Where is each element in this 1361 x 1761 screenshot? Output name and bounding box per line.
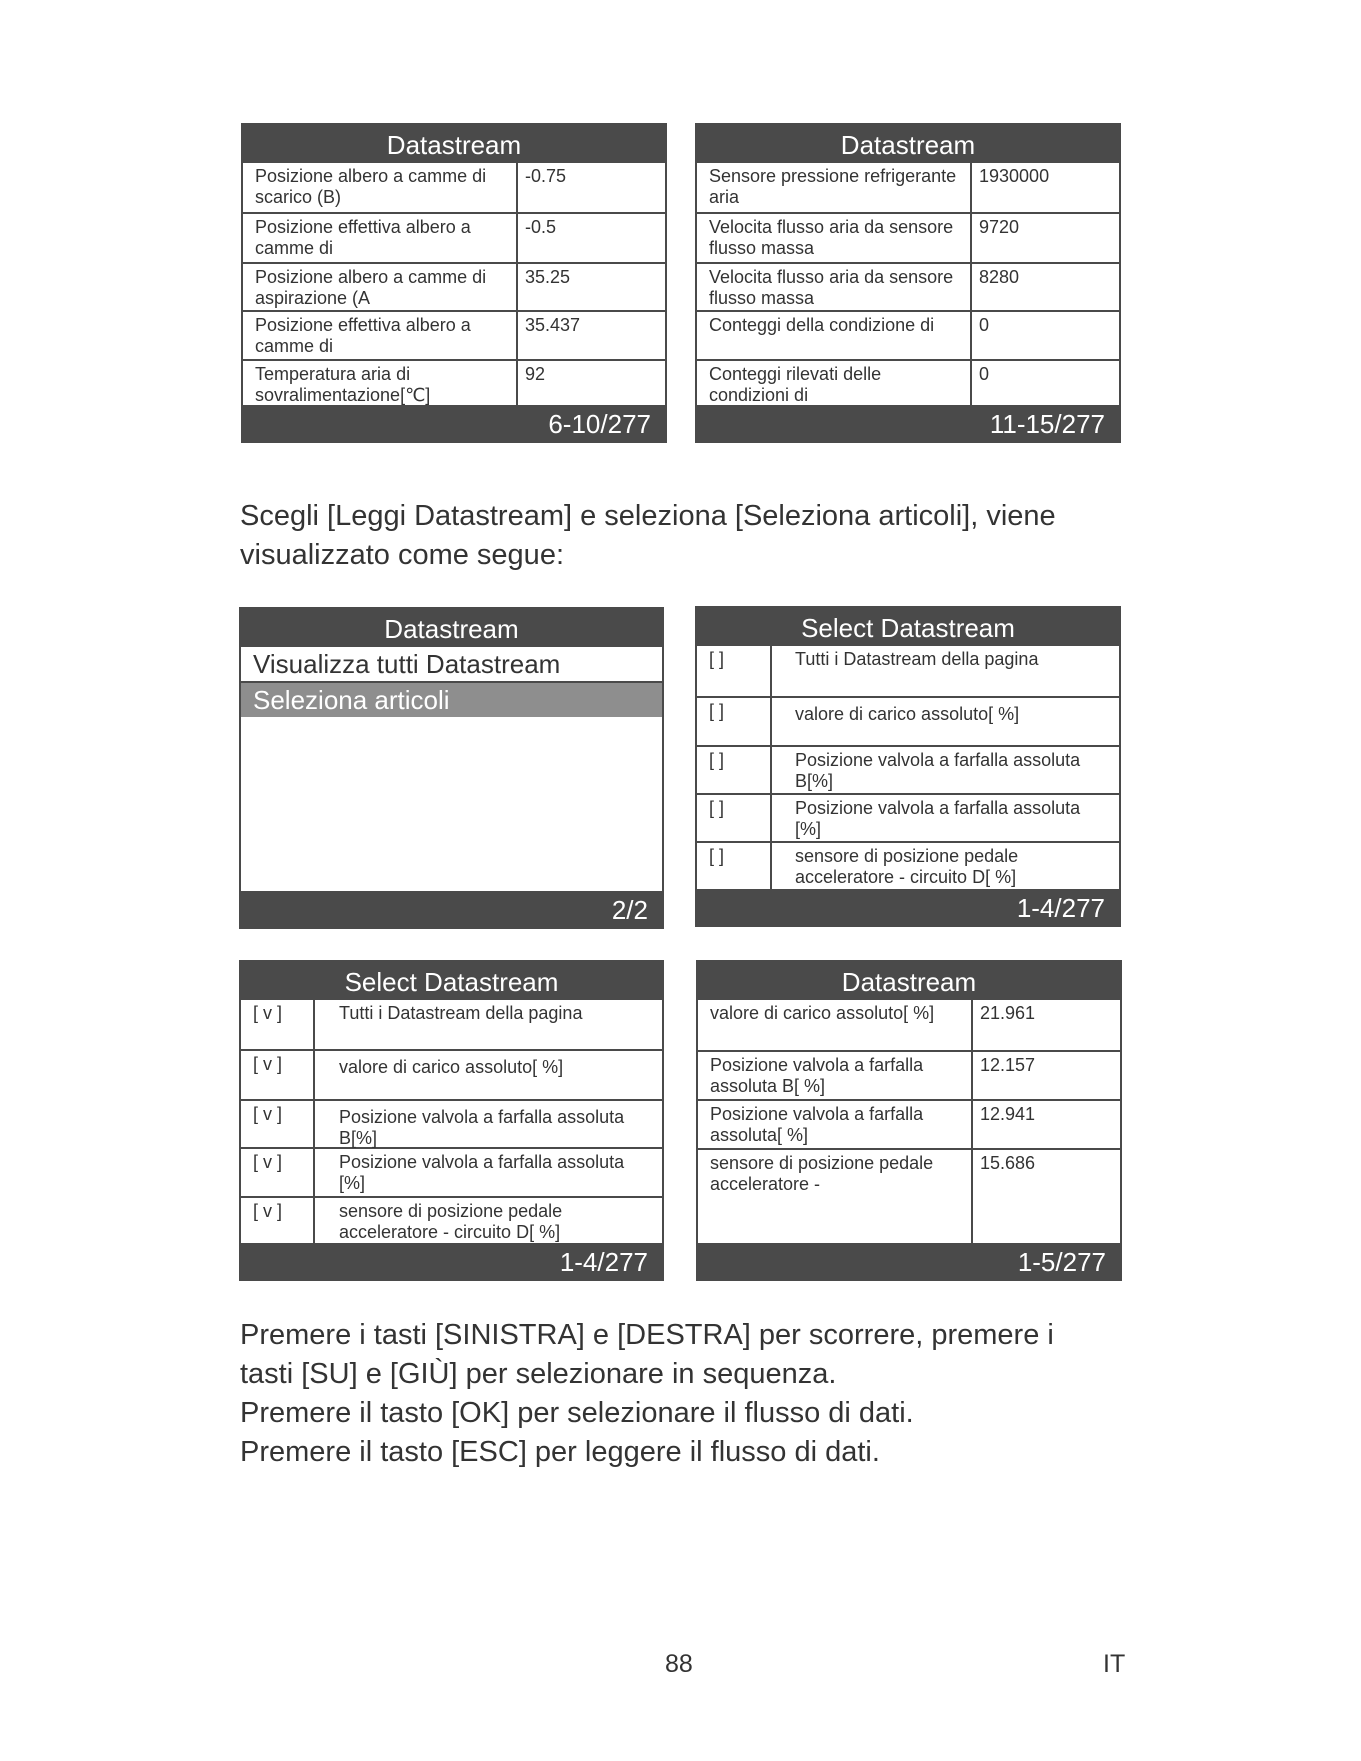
- menu-item-view-all[interactable]: Visualizza tutti Datastream: [241, 647, 662, 683]
- checkbox[interactable]: [ v ]: [253, 1152, 283, 1172]
- checkbox[interactable]: [ v ]: [253, 1054, 283, 1074]
- item-label: Tutti i Datastream della pagina: [795, 649, 1039, 669]
- param-name: valore di carico assoluto[ %]: [710, 1003, 935, 1023]
- item-label: Posizione valvola a farfalla assoluta B[%]: [339, 1107, 625, 1148]
- page-counter: 1-5/277: [698, 1243, 1120, 1279]
- screen-datastream-6-10: [241, 123, 667, 443]
- param-value: 8280: [979, 267, 1020, 287]
- table: [243, 163, 665, 405]
- screen-select-datastream-unchecked: [695, 606, 1121, 927]
- item-label: sensore di posizione pedale acceleratore - circuito D[ %]: [795, 846, 1019, 887]
- table-row: [697, 214, 1119, 264]
- param-name: Velocita flusso aria da sensore flusso massa: [709, 217, 954, 258]
- param-value: 15.686: [980, 1153, 1036, 1173]
- param-value: 1930000: [979, 166, 1050, 186]
- table-row: [698, 1150, 1120, 1245]
- screen-title: Select Datastream: [241, 962, 662, 1000]
- param-value: 0: [979, 315, 990, 335]
- checkbox[interactable]: [ ]: [709, 750, 725, 770]
- param-name: Posizione albero a camme di scarico (B): [255, 166, 487, 207]
- table-row: [698, 1052, 1120, 1101]
- param-name: Posizione valvola a farfalla assoluta B[ %]: [710, 1055, 924, 1096]
- page-counter: 6-10/277: [243, 405, 665, 441]
- menu-list: [241, 647, 662, 891]
- item-label: Posizione valvola a farfalla assoluta [%]: [795, 798, 1081, 839]
- param-name: Conteggi della condizione di: [709, 315, 935, 335]
- param-name: Posizione effettiva albero a camme di: [255, 217, 471, 258]
- table-row: [243, 264, 665, 312]
- param-value: 92: [525, 364, 546, 384]
- list-item[interactable]: [241, 1000, 662, 1051]
- param-value: -0.5: [525, 217, 557, 237]
- screen-datastream-1-5: [696, 960, 1122, 1281]
- table: [697, 163, 1119, 405]
- list-item[interactable]: [697, 747, 1119, 795]
- language-code: IT: [1103, 1650, 1126, 1678]
- screen-datastream-11-15: [695, 123, 1121, 443]
- table-row: [243, 361, 665, 407]
- screen-title: Select Datastream: [697, 608, 1119, 646]
- select-list: [241, 1000, 662, 1243]
- param-value: 35.25: [525, 267, 571, 287]
- page-counter: 11-15/277: [697, 405, 1119, 441]
- checkbox[interactable]: [ v ]: [253, 1201, 283, 1221]
- table-row: [243, 163, 665, 214]
- list-item[interactable]: [697, 646, 1119, 698]
- intro-paragraph: Scegli [Leggi Datastream] e seleziona [Seleziona articoli], viene visualizzato come segue:: [240, 500, 1056, 571]
- param-value: 35.437: [525, 315, 581, 335]
- instruction-line: tasti [SU] e [GIÙ] per selezionare in sequenza.: [240, 1358, 837, 1390]
- checkbox[interactable]: [ ]: [709, 649, 725, 669]
- list-item[interactable]: [697, 698, 1119, 747]
- list-item[interactable]: [241, 1198, 662, 1245]
- table-row: [698, 1000, 1120, 1052]
- item-label: Posizione valvola a farfalla assoluta [%]: [339, 1152, 625, 1193]
- param-name: Velocita flusso aria da sensore flusso massa: [709, 267, 954, 308]
- list-item[interactable]: [697, 795, 1119, 843]
- instruction-line: Premere il tasto [ESC] per leggere il flusso di dati.: [240, 1436, 880, 1468]
- screen-title: Datastream: [698, 962, 1120, 1000]
- param-value: -0.75: [525, 166, 567, 186]
- param-value: 9720: [979, 217, 1020, 237]
- instruction-line: Premere i tasti [SINISTRA] e [DESTRA] per scorrere, premere i: [240, 1319, 1054, 1351]
- param-name: Sensore pressione refrigerante aria: [709, 166, 957, 207]
- instruction-line: Premere il tasto [OK] per selezionare il flusso di dati.: [240, 1397, 914, 1429]
- table-row: [697, 312, 1119, 361]
- item-label: valore di carico assoluto[ %]: [339, 1057, 564, 1077]
- param-name: Posizione effettiva albero a camme di: [255, 315, 471, 356]
- param-value: 0: [979, 364, 990, 384]
- param-name: Posizione valvola a farfalla assoluta[ %]: [710, 1104, 924, 1145]
- menu-item-select-items[interactable]: Seleziona articoli: [241, 683, 662, 717]
- param-name: Posizione albero a camme di aspirazione (A: [255, 267, 487, 308]
- table-row: [243, 214, 665, 264]
- checkbox[interactable]: [ v ]: [253, 1003, 283, 1023]
- screen-title: Datastream: [243, 125, 665, 163]
- table-row: [698, 1101, 1120, 1150]
- item-label: Posizione valvola a farfalla assoluta B[%]: [795, 750, 1081, 791]
- table-row: [697, 361, 1119, 407]
- list-item[interactable]: [241, 1051, 662, 1101]
- page-counter: 2/2: [241, 891, 662, 927]
- screen-datastream-menu: [239, 607, 664, 929]
- table-row: [697, 264, 1119, 312]
- param-name: Temperatura aria di sovralimentazione[℃]: [255, 364, 431, 405]
- list-item[interactable]: [697, 843, 1119, 891]
- table-row: [243, 312, 665, 361]
- page-counter: 1-4/277: [241, 1243, 662, 1279]
- table: [698, 1000, 1120, 1243]
- param-name: Conteggi rilevati delle condizioni di: [709, 364, 882, 405]
- screen-title: Datastream: [697, 125, 1119, 163]
- param-name: sensore di posizione pedale acceleratore -: [710, 1153, 934, 1194]
- param-value: 12.157: [980, 1055, 1036, 1075]
- list-item[interactable]: [241, 1149, 662, 1198]
- checkbox[interactable]: [ ]: [709, 798, 725, 818]
- screen-title: Datastream: [241, 609, 662, 647]
- checkbox[interactable]: [ ]: [709, 701, 725, 721]
- param-value: 21.961: [980, 1003, 1036, 1023]
- checkbox[interactable]: [ ]: [709, 846, 725, 866]
- instructions: [240, 1316, 1140, 1472]
- checkbox[interactable]: [ v ]: [253, 1104, 283, 1124]
- screen-select-datastream-checked: [239, 960, 664, 1281]
- item-label: valore di carico assoluto[ %]: [795, 704, 1020, 724]
- select-list: [697, 646, 1119, 889]
- page-number: 88: [665, 1650, 693, 1678]
- table-row: [697, 163, 1119, 214]
- page-counter: 1-4/277: [697, 889, 1119, 925]
- item-label: sensore di posizione pedale acceleratore - circuito D[ %]: [339, 1201, 563, 1242]
- item-label: Tutti i Datastream della pagina: [339, 1003, 583, 1023]
- list-item[interactable]: [241, 1101, 662, 1149]
- param-value: 12.941: [980, 1104, 1036, 1124]
